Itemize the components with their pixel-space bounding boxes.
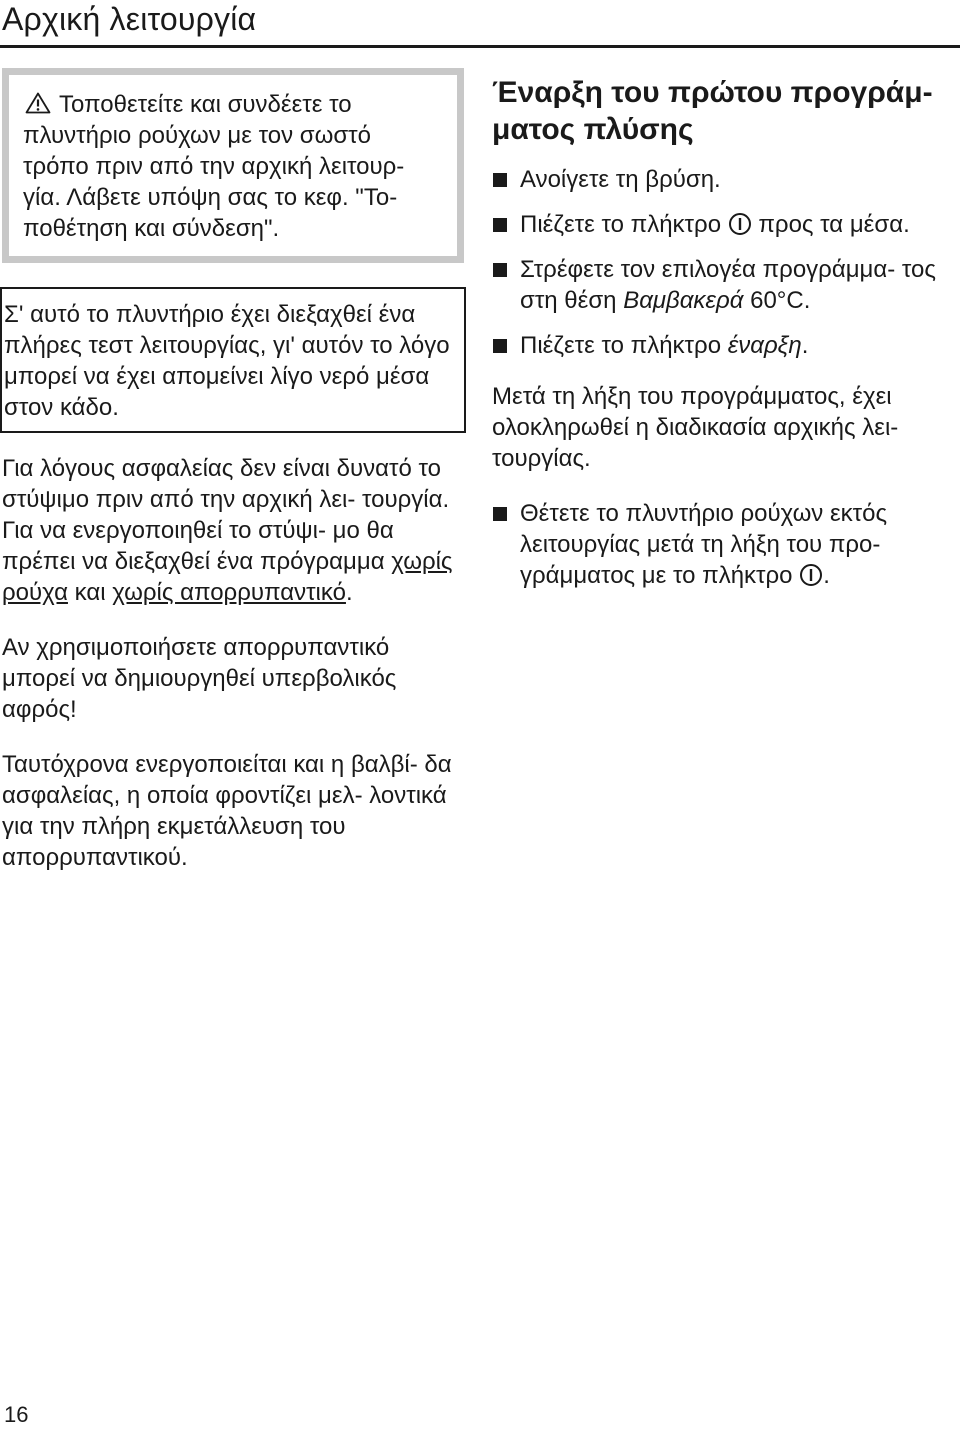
right-column <box>492 74 960 605</box>
safety-text-c: . <box>345 579 353 606</box>
step-open-tap <box>492 164 960 195</box>
safety-paragraph <box>2 453 464 608</box>
step-switch-off <box>492 498 960 591</box>
left-column <box>2 68 464 897</box>
step-text-b: 60°C. <box>743 287 811 314</box>
no-detergent-emphasis: χωρίς απορρυπαντικό <box>112 579 346 606</box>
step-text: Ανοίγετε τη βρύση. <box>520 166 721 193</box>
step-text-a: Θέτετε το πλυντήριο ρούχων εκτός λειτουργίας μετά τη λήξη του προ- γράμματος με το πλήκτρο <box>520 500 888 589</box>
warning-text: Τοποθετείτε και συνδέετε το πλυντήριο ρούχων με τον σωστό τρόπο πριν από την αρχική λειτουρ- γία. Λάβετε υπόψη σας το κεφ. "Το- ποθέτηση και σύνδεση". <box>23 91 405 242</box>
section-heading: Έναρξη του πρώτου προγράμ- ματος πλύσης <box>492 76 933 146</box>
safety-text-a: Για λόγους ασφαλείας δεν είναι δυνατό το στύψιμο πριν από την αρχική λει- τουργία. Για να ενεργοποιηθεί το στύψι- μο θα πρέπει να διεξαχθεί ένα πρόγραμμα <box>2 455 450 575</box>
step-text-b: . <box>801 332 809 359</box>
step-text-a: Πιέζετε το πλήκτρο <box>520 211 728 238</box>
step-text-b: προς τα μέσα. <box>751 211 910 238</box>
square-bullet <box>493 507 507 521</box>
page-title: Αρχική λειτουργία <box>2 1 257 37</box>
square-bullet <box>493 263 507 277</box>
step-press-start <box>492 330 960 361</box>
step-text-a: Στρέφετε τον επιλογέα προγράμμα- τος στη θέση <box>520 256 936 314</box>
no-laundry-emphasis: χωρίς ρούχα <box>2 548 453 606</box>
note-text: Σ' αυτό το πλυντήριο έχει διεξαχθεί ένα πλήρες τεστ λειτουργίας, γι' αυτόν το λόγο μπορεί να έχει απομείνει λίγο νερό μέσα στον κάδο. <box>4 301 450 421</box>
square-bullet <box>493 218 507 232</box>
page-number: 16 <box>4 1402 29 1427</box>
square-bullet <box>493 173 507 187</box>
square-bullet <box>493 339 507 353</box>
result-paragraph: Μετά τη λήξη του προγράμματος, έχει ολοκληρωθεί η διαδικασία αρχικής λει- τουργίας. <box>492 383 899 472</box>
step-press-power <box>492 209 960 240</box>
safety-text-b: και <box>67 579 113 606</box>
program-name: Βαμβακερά <box>623 287 744 314</box>
foam-warning-paragraph: Αν χρησιμοποιήσετε απορρυπαντικό μπορεί να δημιουργηθεί υπερβολικός αφρός! <box>2 634 397 723</box>
warning-box <box>2 68 464 263</box>
valve-paragraph: Ταυτόχρονα ενεργοποιείται και η βαλβί- δα ασφαλείας, η οποία φροντίζει μελ- λοντικά για την πλήρη εκμετάλλευση του απορρυπαντικού. <box>2 751 452 871</box>
step-text-b: . <box>823 562 830 589</box>
title-rule <box>0 45 960 48</box>
note-box <box>0 287 466 433</box>
step-select-program <box>492 254 960 316</box>
start-key-name: έναρξη <box>727 332 802 359</box>
power-button-icon <box>728 212 752 236</box>
warning-triangle-icon <box>25 92 51 114</box>
step-text-a: Πιέζετε το πλήκτρο <box>520 332 728 359</box>
warning-paragraph <box>23 89 443 244</box>
power-button-icon <box>799 563 823 587</box>
